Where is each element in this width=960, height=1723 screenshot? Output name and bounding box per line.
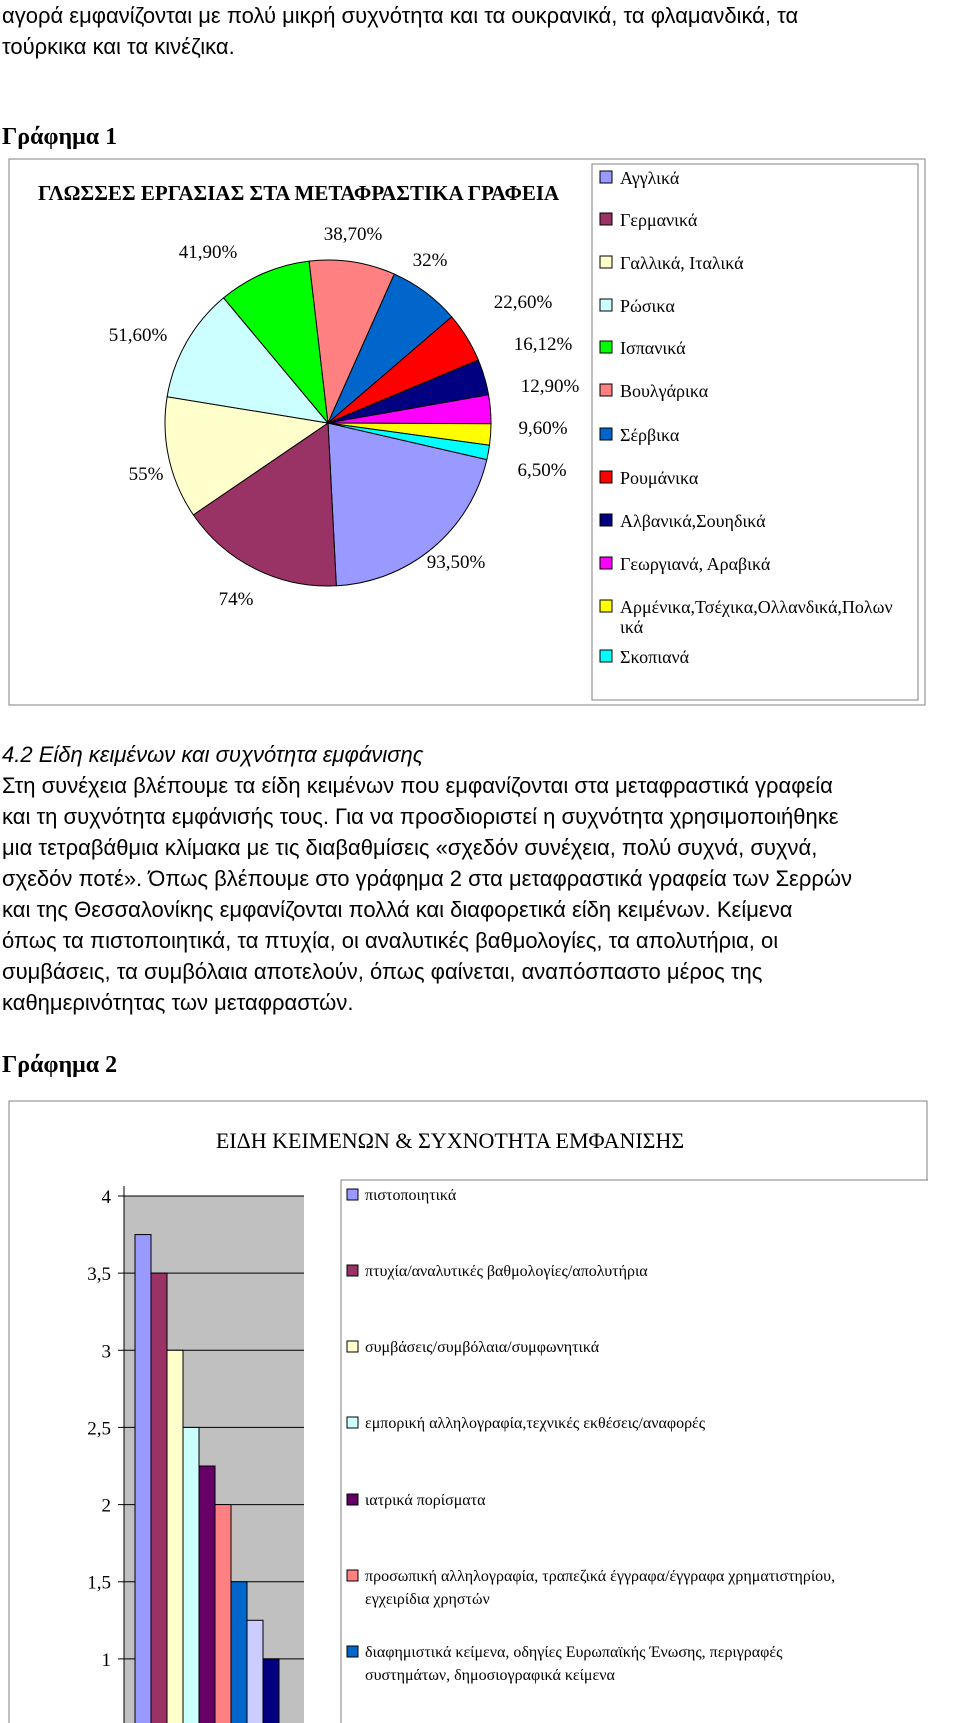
bar-legend-label-0: πιστοποιητικά [365, 1187, 457, 1204]
bar-5 [215, 1505, 231, 1723]
pie-data-label-1: 74% [218, 589, 254, 610]
pie-legend-label-8: Αλβανικά,Σουηδικά [620, 511, 766, 531]
pie-data-label-11: 6,50% [517, 460, 567, 481]
bar-4 [199, 1466, 215, 1723]
bar-legend-label-4: ιατρικά πορίσματα [365, 1492, 486, 1509]
bar-legend-label-3: εμπορική αλληλογραφία,τεχνικές εκθέσεις/αναφορές [365, 1415, 706, 1432]
bar-0 [135, 1235, 151, 1723]
section-line-7: συμβάσεις, τα συμβόλαια αποτελούν, όπως φαίνεται, αναπόσπαστο μέρος της [2, 959, 763, 984]
pie-legend-swatch-10 [600, 600, 612, 612]
y-tick-label-6: 1 [101, 1649, 111, 1671]
bar-legend-swatch-6 [347, 1646, 358, 1657]
pie-data-label-2: 55% [128, 464, 164, 485]
bar-6 [231, 1582, 247, 1723]
pie-chart-title: ΓΛΩΣΣΕΣ ΕΡΓΑΣΙΑΣ ΣΤΑ ΜΕΤΑΦΡΑΣΤΙΚΑ ΓΡΑΦΕΙΑ [38, 181, 560, 205]
intro-line-2: τούρκικα και τα κινέζικα. [2, 34, 235, 59]
y-tick-label-3: 2,5 [87, 1418, 111, 1440]
pie-legend-swatch-11 [600, 650, 612, 662]
figure-1-caption: Γράφημα 1 [2, 124, 118, 150]
bar-chart-title: ΕΙΔΗ ΚΕΙΜΕΝΩΝ & ΣΥΧΝΟΤΗΤΑ ΕΜΦΑΝΙΣΗΣ [215, 1128, 685, 1153]
pie-legend-label-1: Γερμανικά [620, 210, 698, 230]
intro-line-1: αγορά εμφανίζονται με πολύ μικρή συχνότητα και τα ουκρανικά, τα φλαμανδικά, τα [2, 3, 799, 28]
pie-legend-swatch-0 [600, 171, 612, 183]
pie-slices [165, 260, 491, 586]
pie-legend-label-6: Σέρβικα [620, 425, 680, 445]
section-line-1: Στη συνέχεια βλέπουμε τα είδη κειμένων που εμφανίζονται στα μεταφραστικά γραφεία [2, 773, 833, 798]
bar-7 [247, 1620, 263, 1723]
figure-2-caption: Γράφημα 2 [2, 1052, 118, 1078]
section-line-5: και της Θεσσαλονίκης εμφανίζονται πολλά και διαφορετικά είδη κειμένων. Κείμενα [2, 897, 793, 922]
pie-legend-label-5: Βουλγάρικα [620, 381, 709, 401]
bar-1 [151, 1273, 167, 1723]
y-tick-label-1: 3,5 [87, 1264, 111, 1286]
pie-legend-swatch-6 [600, 428, 612, 440]
pie-legend-label-9: Γεωργιανά, Αραβικά [620, 554, 771, 574]
pie-data-label-8: 16,12% [513, 334, 573, 355]
section-line-8: καθημερινότητας των μεταφραστών. [2, 990, 354, 1015]
bar-legend-swatch-0 [347, 1189, 358, 1200]
pie-data-label-7: 22,60% [493, 292, 553, 313]
y-tick-label-0: 4 [101, 1187, 111, 1208]
section-heading: 4.2 Είδη κειμένων και συχνότητα εμφάνισης [2, 742, 424, 767]
bar-legend-label-1: πτυχία/αναλυτικές βαθμολογίες/απολυτήρια [365, 1263, 648, 1280]
bar-chart [8, 1100, 928, 1723]
bar-legend-swatch-2 [347, 1341, 358, 1352]
pie-legend-swatch-4 [600, 341, 612, 353]
pie-legend-swatch-1 [600, 213, 612, 225]
bar-8 [263, 1659, 279, 1723]
pie-legend-label-4: Ισπανικά [620, 338, 686, 358]
pie-data-label-3: 51,60% [108, 325, 168, 346]
pie-legend-swatch-2 [600, 256, 612, 268]
y-tick-label-4: 2 [101, 1495, 111, 1517]
pie-legend-swatch-9 [600, 557, 612, 569]
bar-legend-swatch-5 [347, 1570, 358, 1581]
pie-legend-swatch-5 [600, 384, 612, 396]
pie-legend-label-10: Αρμένικα,Τσέχικα,Ολλανδικά,Πολων ικά [620, 597, 893, 637]
y-tick-label-5: 1,5 [87, 1572, 111, 1594]
y-tick-label-2: 3 [101, 1341, 111, 1363]
bar-legend-label-6: διαφημιστικά κείμενα, οδηγίες Ευρωπαϊκής Ένωσης, περιγραφές συστημάτων, δημοσιογραφικά κείμενα [365, 1644, 783, 1684]
bar-legend-swatch-1 [347, 1265, 358, 1276]
pie-legend-label-11: Σκοπιανά [620, 647, 690, 667]
pie-legend-label-2: Γαλλικά, Ιταλικά [620, 253, 744, 273]
section-line-6: όπως τα πιστοποιητικά, τα πτυχία, οι αναλυτικές βαθμολογίες, τα απολυτήρια, οι [2, 928, 779, 953]
bar-legend-swatch-4 [347, 1494, 358, 1505]
pie-legend-label-3: Ρώσικα [620, 296, 675, 316]
pie-legend-swatch-8 [600, 514, 612, 526]
bar-legend-swatch-3 [347, 1417, 358, 1428]
pie-data-label-5: 38,70% [323, 224, 383, 245]
pie-legend-label-0: Αγγλικά [620, 168, 680, 188]
pie-data-label-4: 41,90% [178, 242, 238, 263]
pie-legend-swatch-7 [600, 471, 612, 483]
section-line-3: μια τετραβάθμια κλίμακα με τις διαβαθμίσεις «σχεδόν συνέχεια, πολύ συχνά, συχνά, [2, 835, 818, 860]
bar-2 [167, 1350, 183, 1723]
pie-data-label-10: 9,60% [518, 418, 568, 439]
pie-data-label-6: 32% [412, 250, 448, 271]
pie-data-label-9: 12,90% [520, 376, 580, 397]
pie-chart [8, 158, 926, 706]
section-line-4: σχεδόν ποτέ». Όπως βλέπουμε στο γράφημα 2 στα μεταφραστικά γραφεία των Σερρών [2, 866, 853, 891]
bar-legend-box [341, 1180, 928, 1723]
section-line-2: και τη συχνότητα εμφάνισής τους. Για να προσδιοριστεί η συχνότητα χρησιμοποιήθηκε [2, 804, 839, 829]
pie-data-label-0: 93,50% [426, 552, 486, 573]
bar-legend-label-2: συμβάσεις/συμβόλαια/συμφωνητικά [365, 1339, 600, 1356]
pie-legend-label-7: Ρουμάνικα [620, 468, 699, 488]
bar-legend-label-5: προσωπική αλληλογραφία, τραπεζικά έγγραφα/έγγραφα χρηματιστηρίου, εγχειρίδια χρηστών [365, 1568, 836, 1608]
pie-legend-swatch-3 [600, 299, 612, 311]
bar-3 [183, 1427, 199, 1723]
